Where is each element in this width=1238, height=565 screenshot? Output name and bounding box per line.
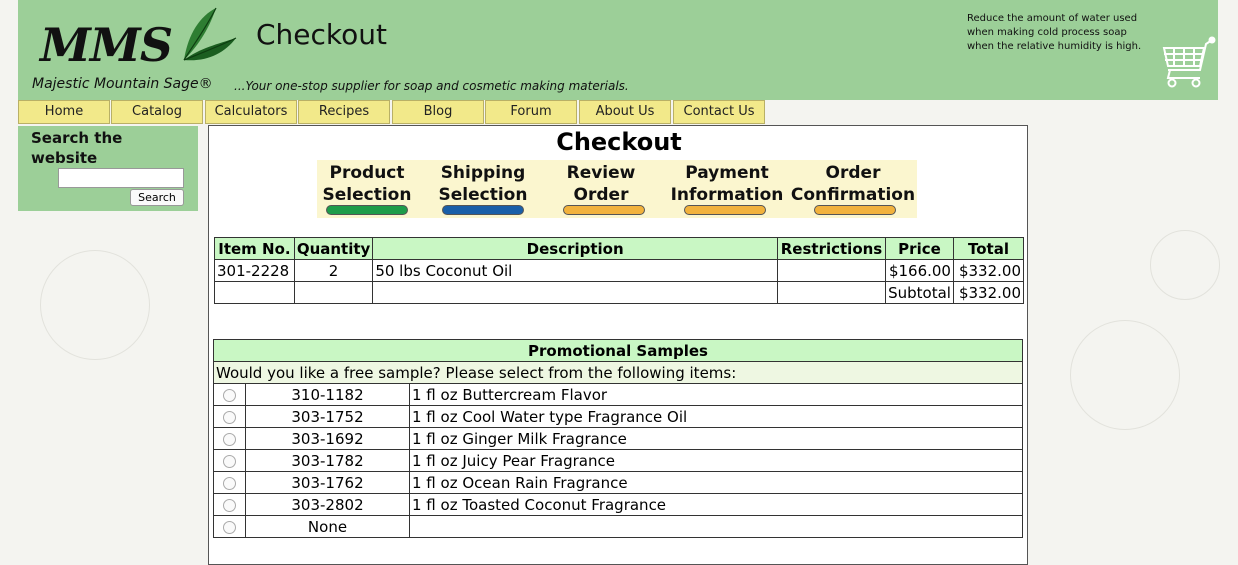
step-progress-bar xyxy=(814,205,896,215)
sample-code: 303-1782 xyxy=(246,450,410,472)
nav-calculators[interactable]: Calculators xyxy=(205,100,297,124)
header-title: Checkout xyxy=(256,18,387,51)
promo-row xyxy=(214,406,1023,428)
step-label: Order xyxy=(825,163,881,183)
promo-row xyxy=(214,384,1023,406)
order-table xyxy=(214,237,1024,304)
sample-description: 1 fl oz Juicy Pear Fragrance xyxy=(410,450,1023,472)
search-button[interactable]: Search xyxy=(130,189,184,206)
brand-name: Majestic Mountain Sage® xyxy=(32,76,213,92)
step-label: Payment xyxy=(685,163,769,183)
sample-description: 1 fl oz Cool Water type Fragrance Oil xyxy=(410,406,1023,428)
order-table-header xyxy=(215,238,1024,260)
item-restrictions xyxy=(778,260,886,282)
nav-catalog[interactable]: Catalog xyxy=(111,100,203,124)
step-progress-bar xyxy=(563,205,645,215)
column-header: Restrictions xyxy=(778,238,886,260)
column-header: Total xyxy=(953,238,1023,260)
promo-question: Would you like a free sample? Please select from the following items: xyxy=(214,362,1023,384)
step-label: Product xyxy=(329,163,405,183)
sample-code: None xyxy=(246,516,410,538)
water-tip-line: when the relative humidity is high. xyxy=(967,41,1142,52)
background-flower-decoration xyxy=(40,250,150,360)
promo-table xyxy=(213,339,1023,538)
step-label: Review xyxy=(566,163,636,183)
nav-about-us[interactable]: About Us xyxy=(579,100,671,124)
sample-code: 303-1762 xyxy=(246,472,410,494)
step-label: Selection xyxy=(322,185,412,205)
checkout-steps xyxy=(317,160,917,218)
subtotal-value: $332.00 xyxy=(953,282,1023,304)
leaf-logo-icon xyxy=(170,4,240,68)
nav-home[interactable]: Home xyxy=(18,100,110,124)
step-payment-information xyxy=(669,162,785,206)
sample-description: 1 fl oz Ginger Milk Fragrance xyxy=(410,428,1023,450)
water-tip-line: Reduce the amount of water used xyxy=(967,13,1138,24)
column-header: Item No. xyxy=(215,238,295,260)
promo-row xyxy=(214,428,1023,450)
water-tip-line: when making cold process soap xyxy=(967,27,1127,38)
promo-row xyxy=(214,516,1023,538)
background-flower-decoration xyxy=(1150,230,1220,300)
step-label: Order xyxy=(573,185,629,205)
item-total: $332.00 xyxy=(953,260,1023,282)
step-label: Shipping xyxy=(440,163,526,183)
sample-radio[interactable] xyxy=(223,521,236,534)
sample-radio[interactable] xyxy=(223,499,236,512)
step-label: Selection xyxy=(438,185,528,205)
promo-heading: Promotional Samples xyxy=(214,340,1023,362)
promo-row xyxy=(214,450,1023,472)
page-title: Checkout xyxy=(556,128,682,156)
sample-description: 1 fl oz Toasted Coconut Fragrance xyxy=(410,494,1023,516)
step-progress-bar xyxy=(442,205,524,215)
nav-recipes[interactable]: Recipes xyxy=(298,100,390,124)
step-shipping-selection xyxy=(433,162,533,206)
sample-code: 303-1692 xyxy=(246,428,410,450)
background-flower-decoration xyxy=(1070,320,1180,430)
item-number: 301-2228 xyxy=(215,260,295,282)
sample-radio[interactable] xyxy=(223,411,236,424)
sample-radio[interactable] xyxy=(223,433,236,446)
nav-blog[interactable]: Blog xyxy=(392,100,484,124)
column-header: Description xyxy=(373,238,778,260)
promo-row xyxy=(214,472,1023,494)
table-row xyxy=(215,260,1024,282)
sample-code: 303-2802 xyxy=(246,494,410,516)
search-panel xyxy=(18,126,198,211)
search-title: Search the website xyxy=(31,129,123,167)
item-quantity: 2 xyxy=(294,260,373,282)
sample-code: 303-1752 xyxy=(246,406,410,428)
nav-contact-us[interactable]: Contact Us xyxy=(673,100,765,124)
step-progress-bar xyxy=(684,205,766,215)
site-logo[interactable]: MMS xyxy=(40,18,173,72)
search-input[interactable] xyxy=(58,168,184,188)
column-header: Price xyxy=(885,238,953,260)
checkout-panel xyxy=(208,125,1028,565)
sample-description: 1 fl oz Buttercream Flavor xyxy=(410,384,1023,406)
nav-forum[interactable]: Forum xyxy=(485,100,577,124)
sample-code: 310-1182 xyxy=(246,384,410,406)
sample-radio[interactable] xyxy=(223,389,236,402)
step-order-confirmation xyxy=(789,162,917,206)
subtotal-row xyxy=(215,282,1024,304)
step-progress-bar xyxy=(326,205,408,215)
step-label: Information xyxy=(670,185,784,205)
step-review-order xyxy=(551,162,651,206)
subtotal-label: Subtotal xyxy=(885,282,953,304)
step-product-selection xyxy=(317,162,417,206)
shopping-cart-icon[interactable] xyxy=(1160,36,1216,90)
sample-description xyxy=(410,516,1023,538)
site-header xyxy=(18,0,1218,100)
brand-tagline: ...Your one-stop supplier for soap and cosmetic making materials. xyxy=(234,79,629,93)
column-header: Quantity xyxy=(294,238,373,260)
sample-radio[interactable] xyxy=(223,455,236,468)
item-description: 50 lbs Coconut Oil xyxy=(373,260,778,282)
promo-row xyxy=(214,494,1023,516)
water-tip xyxy=(967,12,1157,54)
sample-description: 1 fl oz Ocean Rain Fragrance xyxy=(410,472,1023,494)
step-label: Confirmation xyxy=(790,185,916,205)
item-price: $166.00 xyxy=(885,260,953,282)
sample-radio[interactable] xyxy=(223,477,236,490)
